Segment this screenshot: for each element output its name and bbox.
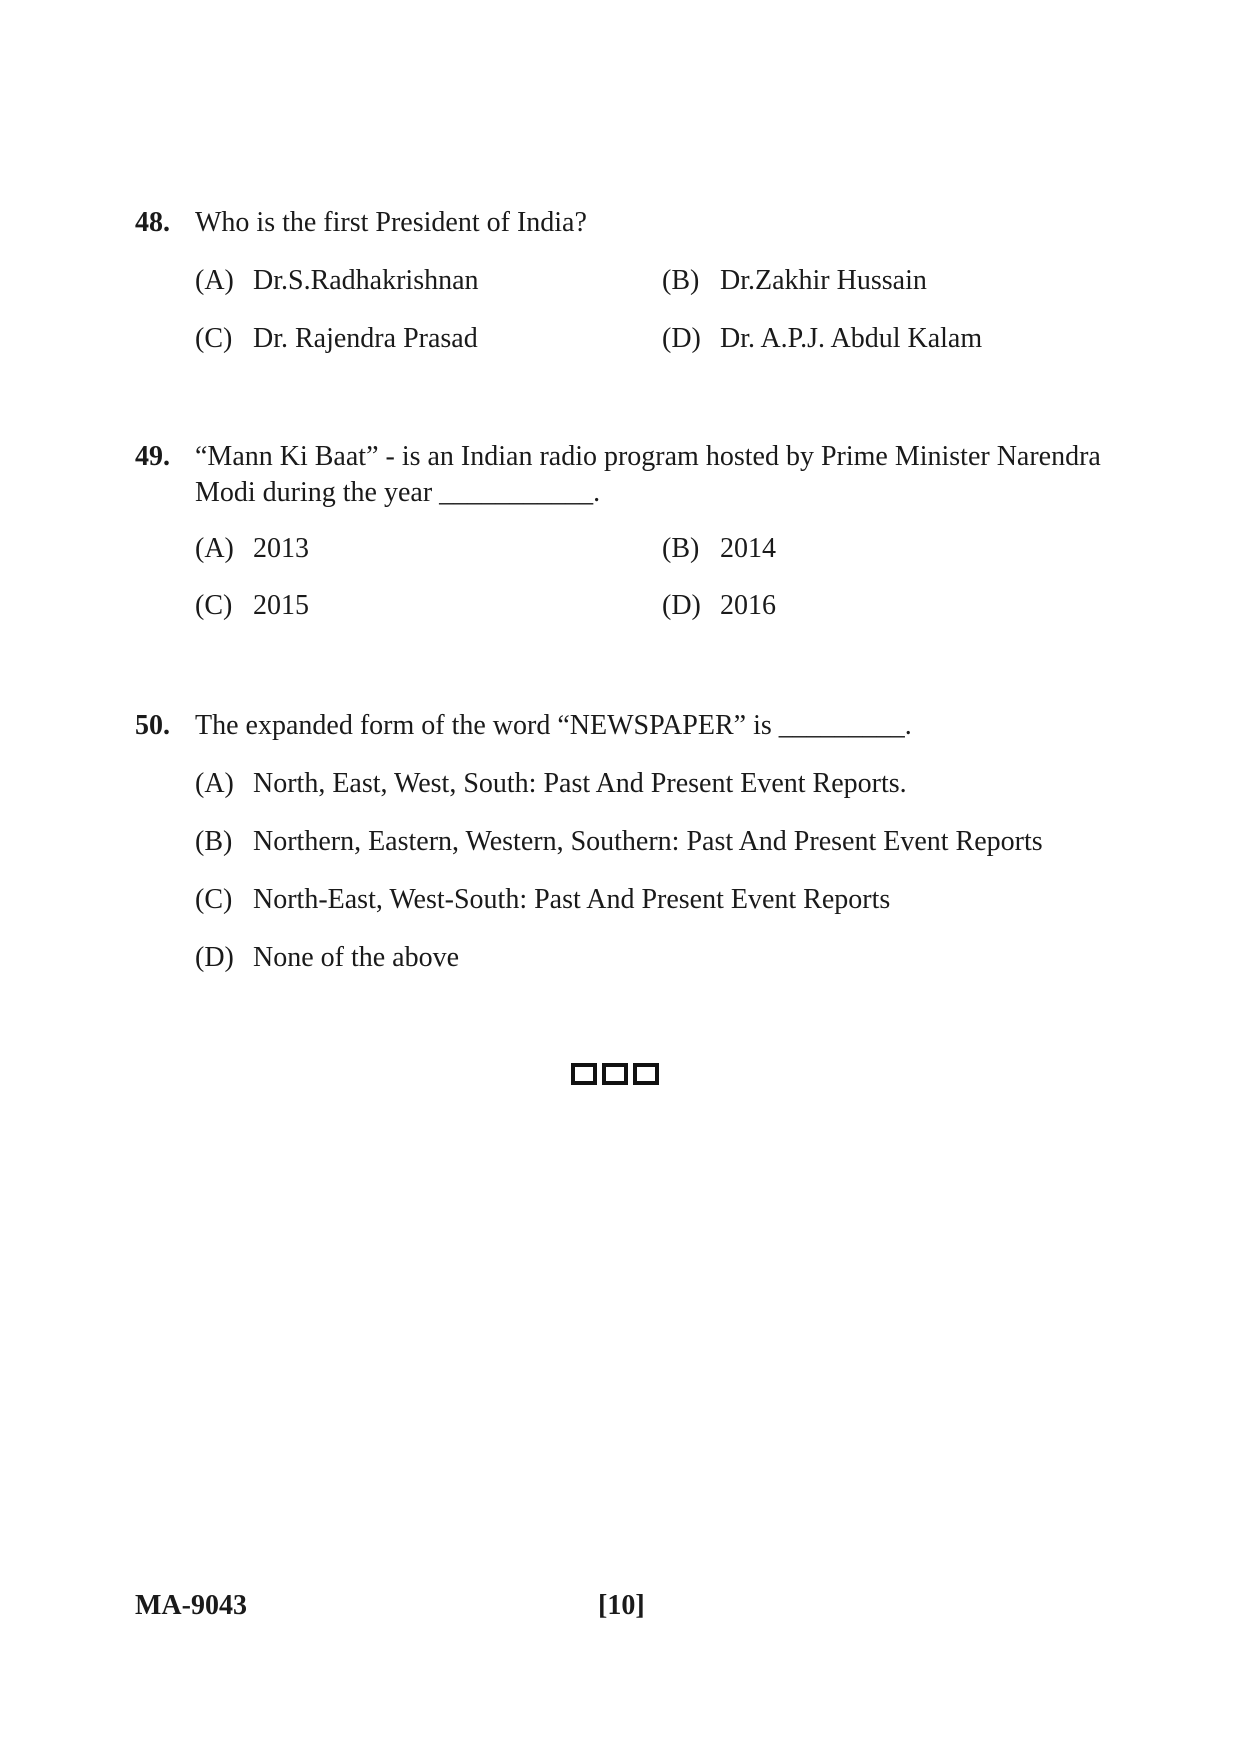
option-b[interactable]: [662, 263, 927, 299]
question-number: 49.: [135, 441, 170, 472]
question-text-line-1: “Mann Ki Baat” - is an Indian radio program hosted by Prime Minister Narendra: [195, 441, 1101, 472]
option-label: (B): [662, 533, 700, 564]
option-label: (D): [662, 323, 701, 354]
option-label: (D): [195, 942, 234, 973]
option-label: (A): [195, 768, 234, 799]
question-stem: [135, 205, 1135, 241]
option-text: Dr.S.Radhakrishnan: [253, 265, 479, 296]
option-label: (A): [195, 265, 234, 296]
option-text: 2016: [720, 590, 776, 621]
question-number: 50.: [135, 710, 170, 741]
page-number: [10]: [598, 1590, 645, 1621]
option-label: (B): [662, 265, 700, 296]
option-text: 2013: [253, 533, 309, 564]
option-label: (C): [195, 884, 233, 915]
option-a[interactable]: [195, 766, 907, 802]
question-49: [135, 439, 1135, 621]
question-stem: [135, 439, 1135, 511]
option-label: (D): [662, 590, 701, 621]
question-number: 48.: [135, 207, 170, 238]
option-text: None of the above: [253, 942, 460, 973]
option-text: 2015: [253, 590, 309, 621]
option-d[interactable]: [662, 588, 776, 624]
question-text-line-2: Modi during the year ___________.: [195, 477, 601, 508]
question-text: The expanded form of the word “NEWSPAPER” is _________.: [195, 710, 912, 741]
footer-code: MA-9043: [135, 1590, 247, 1621]
square-icon: [571, 1063, 597, 1085]
question-50: [135, 708, 1135, 973]
option-text: Dr. Rajendra Prasad: [253, 323, 478, 354]
option-d[interactable]: [195, 940, 459, 976]
end-of-section-mark: [571, 1063, 659, 1085]
square-icon: [633, 1063, 659, 1085]
option-label: (C): [195, 590, 233, 621]
question-48: [135, 205, 1135, 354]
option-text: North, East, West, South: Past And Present Event Reports.: [253, 768, 907, 799]
option-text: Dr. A.P.J. Abdul Kalam: [720, 323, 983, 354]
option-label: (C): [195, 323, 233, 354]
option-c[interactable]: [195, 588, 309, 624]
option-label: (A): [195, 533, 234, 564]
option-a[interactable]: [195, 531, 309, 567]
question-text: Who is the first President of India?: [195, 207, 587, 238]
option-c[interactable]: [195, 321, 478, 357]
option-b[interactable]: [662, 531, 776, 567]
option-d[interactable]: [662, 321, 982, 357]
option-b[interactable]: [195, 824, 1043, 860]
option-a[interactable]: [195, 263, 479, 299]
option-text: Northern, Eastern, Western, Southern: Past And Present Event Reports: [253, 826, 1043, 857]
option-text: Dr.Zakhir Hussain: [720, 265, 927, 296]
option-text: 2014: [720, 533, 776, 564]
option-label: (B): [195, 826, 233, 857]
option-c[interactable]: [195, 882, 890, 918]
square-icon: [602, 1063, 628, 1085]
option-text: North-East, West-South: Past And Present Event Reports: [253, 884, 891, 915]
question-stem: [135, 708, 1135, 744]
